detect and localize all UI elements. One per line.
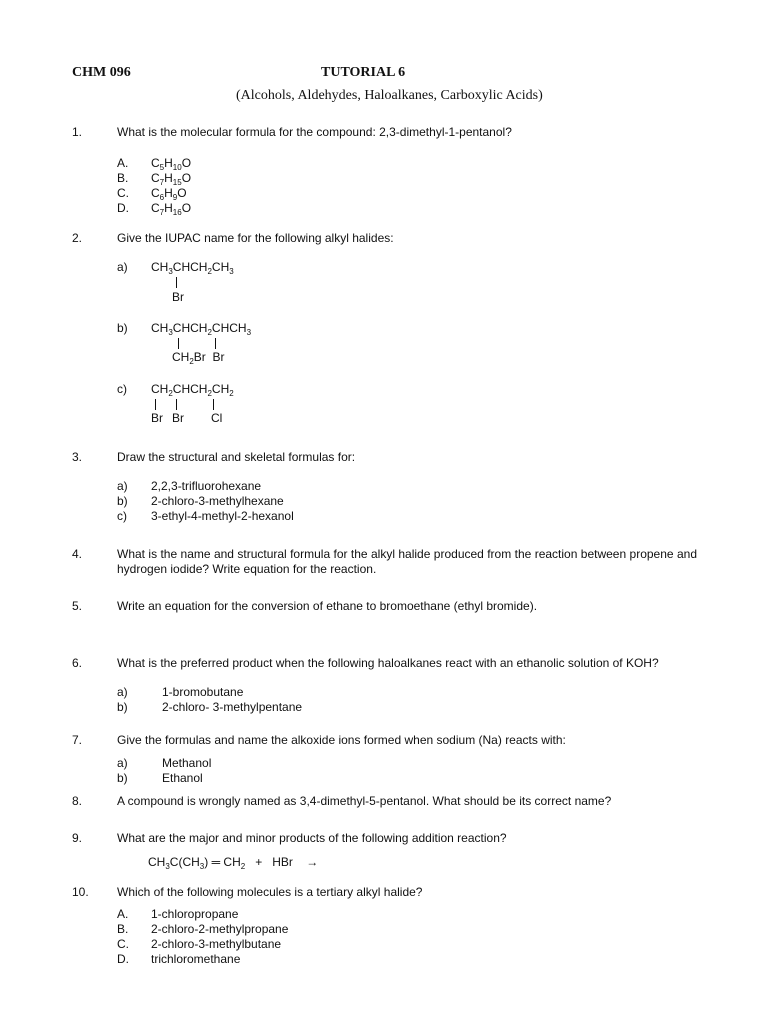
option-label: D. bbox=[117, 201, 129, 215]
question-number: 10. bbox=[72, 885, 89, 899]
substituent: Br bbox=[172, 411, 184, 425]
option-label: b) bbox=[117, 700, 128, 714]
option-formula: $C_7H_{16}O$ bbox=[151, 201, 192, 217]
option-label: B. bbox=[117, 922, 129, 936]
option-label: a) bbox=[117, 756, 128, 770]
question-text: Give the formulas and name the alkoxide ions formed when sodium (Na) reacts with: bbox=[117, 733, 566, 747]
question-number: 6. bbox=[72, 656, 83, 670]
option-text: 1-bromobutane bbox=[162, 685, 244, 699]
question-number: 8. bbox=[72, 794, 83, 808]
bond-line bbox=[176, 397, 177, 411]
question-number: 1. bbox=[72, 125, 83, 139]
option-label: a) bbox=[117, 479, 128, 493]
option-label: a) bbox=[117, 260, 128, 274]
option-label: c) bbox=[117, 509, 127, 523]
bond-line bbox=[176, 275, 177, 289]
option-formula: $C_5H_{10}O$ bbox=[151, 156, 192, 172]
tutorial-subtitle: (Alcohols, Aldehydes, Haloalkanes, Carboxylic Acids) bbox=[236, 88, 543, 103]
question-text: Draw the structural and skeletal formulas for: bbox=[117, 450, 356, 464]
structure-formula: $CH_3CHCH_2CH_3$ bbox=[151, 260, 234, 276]
question-text: What is the preferred product when the following haloalkanes react with an ethanolic solution of KOH? bbox=[117, 656, 659, 670]
tutorial-title: TUTORIAL 6 bbox=[321, 65, 406, 80]
option-label: c) bbox=[117, 382, 127, 396]
option-label: D. bbox=[117, 952, 129, 966]
question-number: 9. bbox=[72, 831, 83, 845]
option-label: b) bbox=[117, 321, 128, 335]
option-formula: $C_7H_{15}O$ bbox=[151, 171, 192, 187]
structure-formula: $CH_3CHCH_2CHCH_3$ bbox=[151, 321, 252, 337]
option-text: trichloromethane bbox=[151, 952, 241, 966]
question-text: Give the IUPAC name for the following alkyl halides: bbox=[117, 231, 394, 245]
question-number: 2. bbox=[72, 231, 83, 245]
option-text: Ethanol bbox=[162, 771, 203, 785]
question-number: 4. bbox=[72, 547, 83, 561]
option-label: b) bbox=[117, 771, 128, 785]
question-text: A compound is wrongly named as 3,4-dimethyl-5-pentanol. What should be its correct name? bbox=[117, 794, 612, 808]
option-label: a) bbox=[117, 685, 128, 699]
option-label: C. bbox=[117, 186, 129, 200]
bond-line bbox=[178, 336, 179, 350]
option-label: A. bbox=[117, 156, 129, 170]
option-text: 2-chloro-3-methylbutane bbox=[151, 937, 282, 951]
substituent: Br bbox=[151, 411, 163, 425]
option-label: C. bbox=[117, 937, 129, 951]
question-number: 7. bbox=[72, 733, 83, 747]
option-text: 2-chloro-3-methylhexane bbox=[151, 494, 284, 508]
bond-line bbox=[155, 397, 156, 411]
question-text: What are the major and minor products of the following addition reaction? bbox=[117, 831, 507, 845]
option-text: Methanol bbox=[162, 756, 212, 770]
option-formula: $C_6H_9O$ bbox=[151, 186, 187, 202]
bond-line bbox=[213, 397, 214, 411]
option-text: 2,2,3-trifluorohexane bbox=[151, 479, 262, 493]
option-text: 2-chloro- 3-methylpentane bbox=[162, 700, 303, 714]
option-text: 2-chloro-2-methylpropane bbox=[151, 922, 289, 936]
question-number: 3. bbox=[72, 450, 83, 464]
option-label: A. bbox=[117, 907, 129, 921]
substituent: Cl bbox=[211, 411, 223, 425]
course-code: CHM 096 bbox=[72, 65, 131, 80]
question-text: Which of the following molecules is a tertiary alkyl halide? bbox=[117, 885, 423, 899]
question-number: 5. bbox=[72, 599, 83, 613]
substituent: Br bbox=[172, 290, 184, 304]
option-text: 1-chloropropane bbox=[151, 907, 239, 921]
bond-line bbox=[215, 336, 216, 350]
option-label: B. bbox=[117, 171, 129, 185]
question-text: What is the molecular formula for the compound: 2,3-dimethyl-1-pentanol? bbox=[117, 125, 512, 139]
substituent: $CH_2Br$ Br bbox=[172, 350, 225, 366]
option-label: b) bbox=[117, 494, 128, 508]
question-text: Write an equation for the conversion of ethane to bromoethane (ethyl bromide). bbox=[117, 599, 538, 613]
reaction-equation: $CH_3C(CH_3)$ ═ $CH_2$ + HBr → bbox=[148, 855, 319, 871]
option-text: 3-ethyl-4-methyl-2-hexanol bbox=[151, 509, 294, 523]
structure-formula: $CH_2CHCH_2CH_2$ bbox=[151, 382, 234, 398]
question-text: What is the name and structural formula for the alkyl halide produced from the reaction between propene and hydrogen iodide? Write equation for the reaction. bbox=[117, 547, 697, 576]
